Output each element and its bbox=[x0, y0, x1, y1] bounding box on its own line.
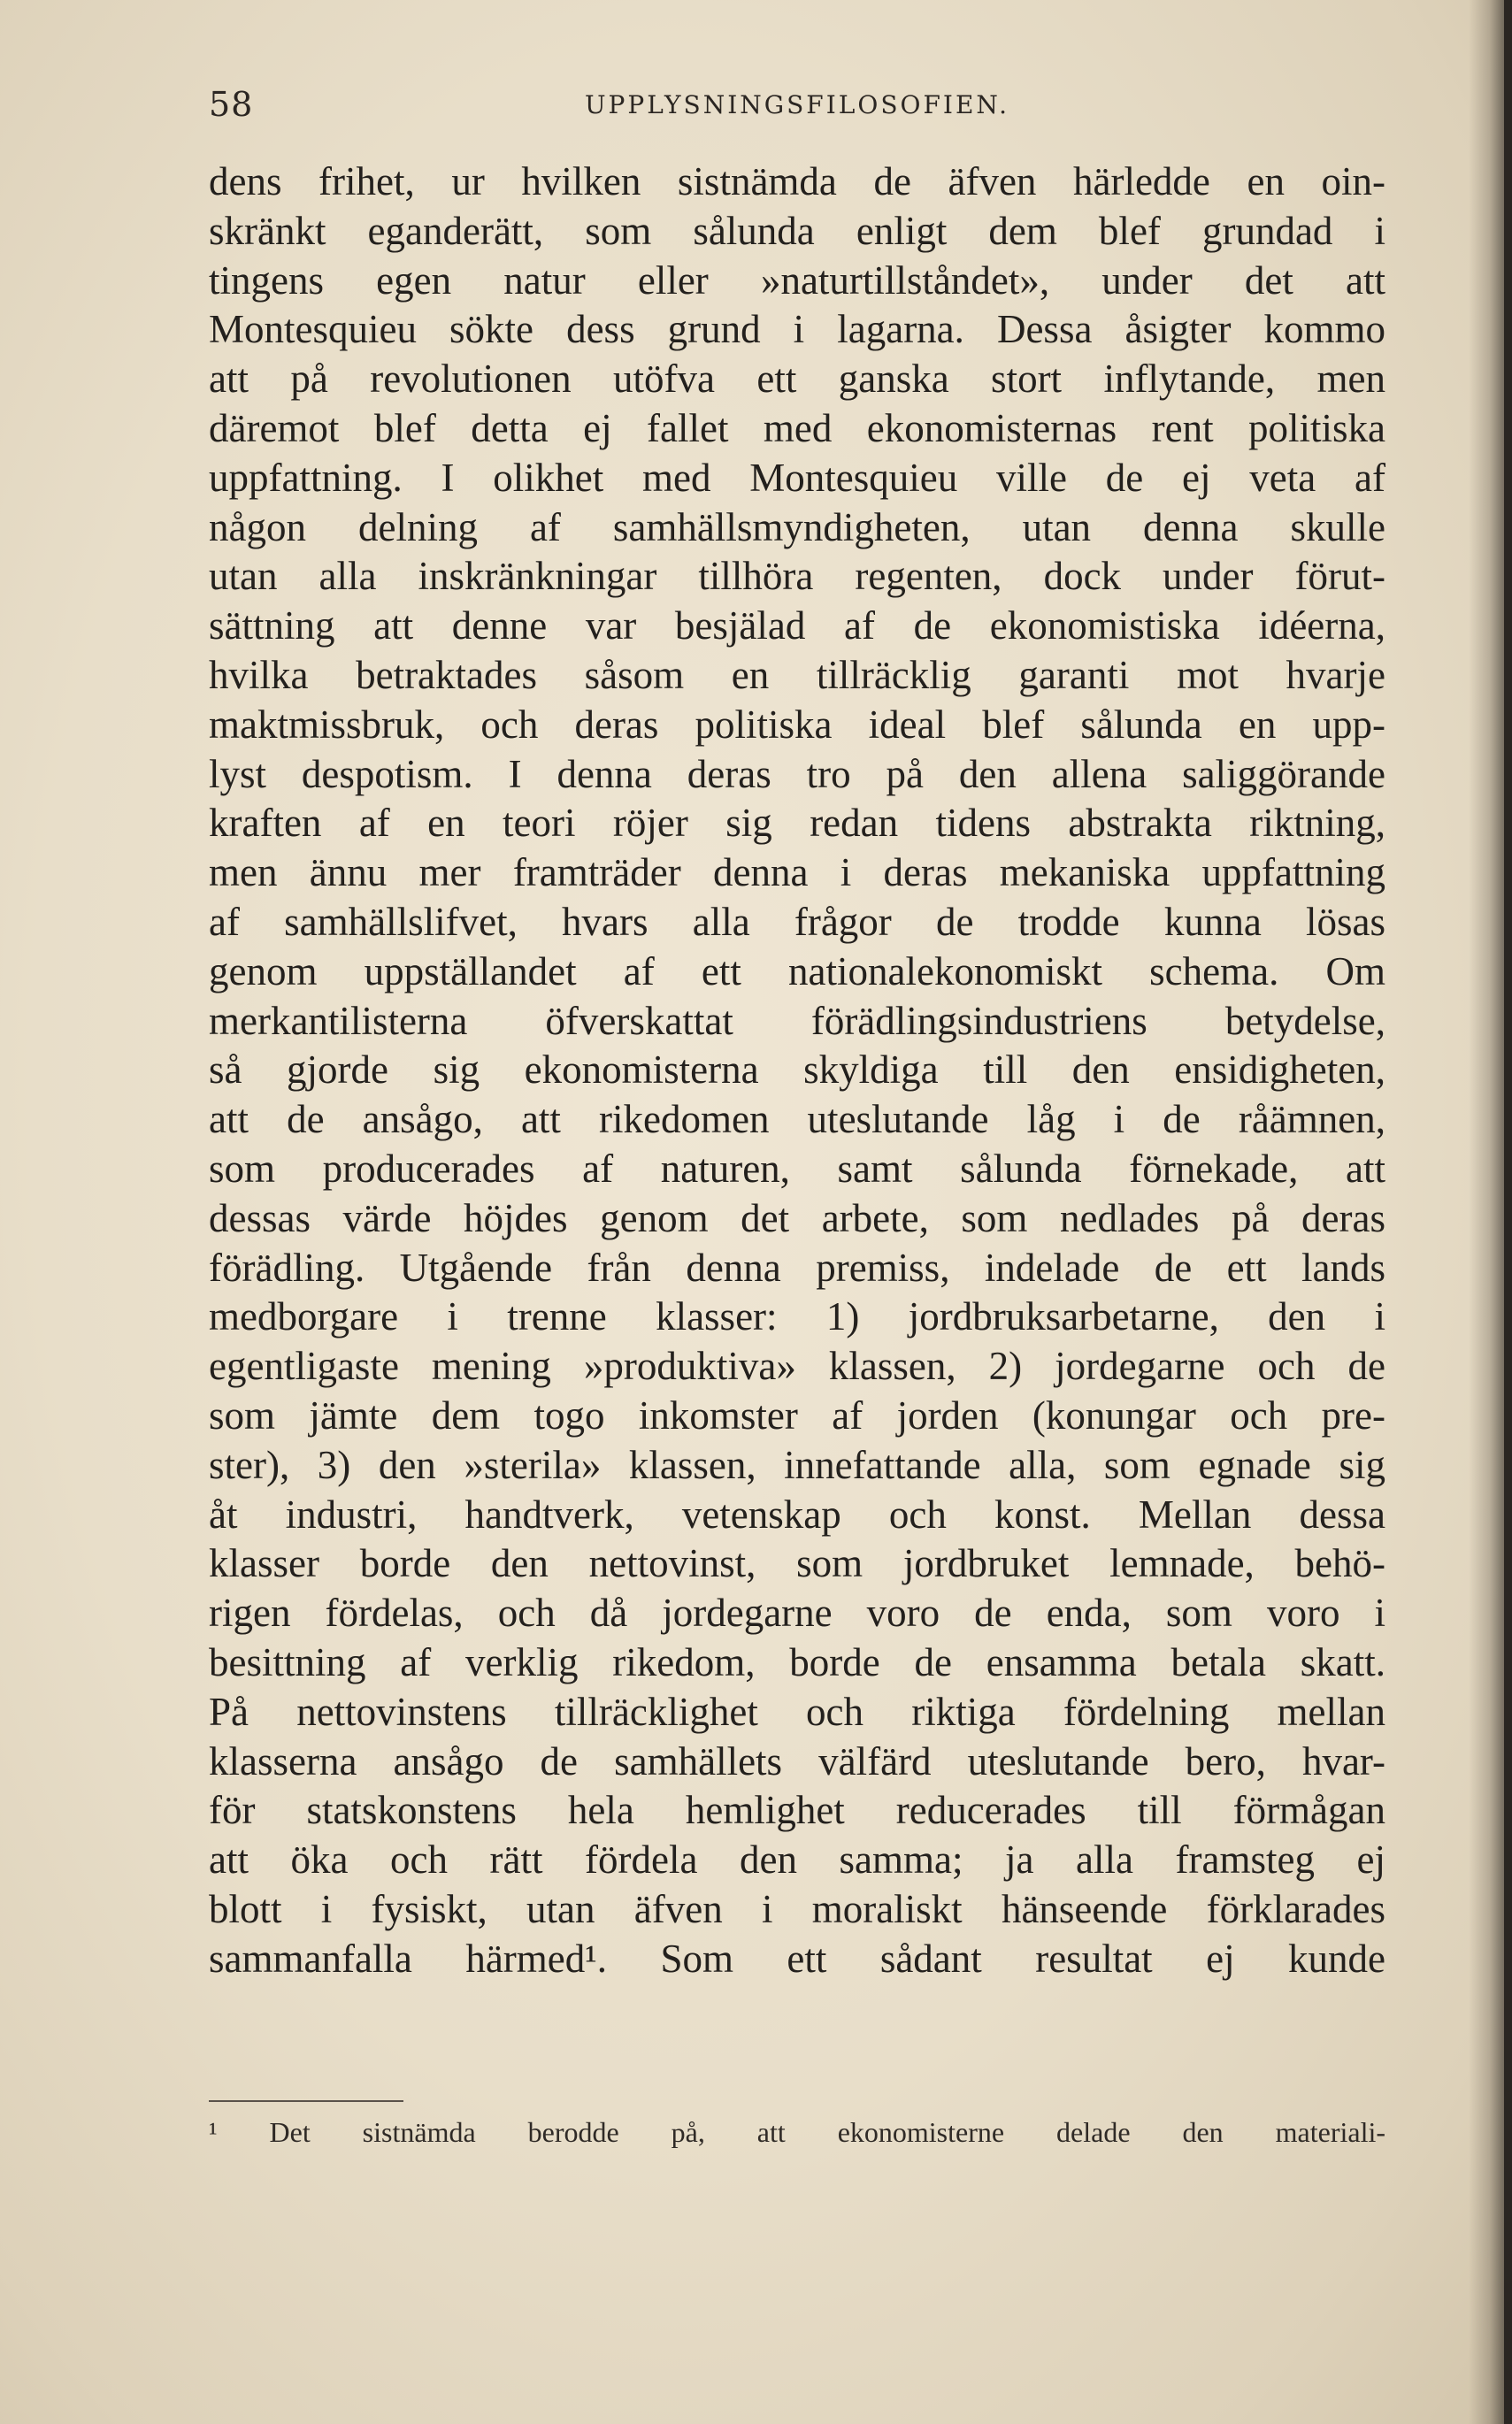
text-line: tingens egen natur eller »naturtillståndet», under det att bbox=[209, 257, 1385, 303]
text-line: egentligaste mening »produktiva» klassen, 2) jordegarne och de bbox=[209, 1344, 1385, 1389]
text-line: skränkt eganderätt, som sålunda enligt dem blef grundad i bbox=[209, 208, 1385, 253]
text-line: sammanfalla härmed¹. Som ett sådant resultat ej kunde bbox=[209, 1936, 1385, 1981]
text-line: som producerades af naturen, samt sålunda förnekade, att bbox=[209, 1146, 1385, 1191]
text-line: kraften af en teori röjer sig redan tidens abstrakta riktning, bbox=[209, 801, 1385, 846]
running-title: UPPLYSNINGSFILOSOFIEN. bbox=[584, 90, 1010, 119]
text-line: hvilka betraktades såsom en tillräcklig garanti mot hvarje bbox=[209, 652, 1385, 697]
text-line: att på revolutionen utöfva ett ganska stort inflytande, men bbox=[209, 357, 1385, 402]
text-line: men ännu mer framträder denna i deras mekaniska uppfattning bbox=[209, 850, 1385, 895]
text-line: att öka och rätt fördela den samma; ja alla framsteg ej bbox=[209, 1837, 1385, 1883]
footnote: ¹ Det sistnämda berodde på, att ekonomisterne delade den materiali- bbox=[209, 2116, 1385, 2148]
text-line: så gjorde sig ekonomisterna skyldiga till den ensidigheten, bbox=[209, 1047, 1385, 1093]
text-line: maktmissbruk, och deras politiska ideal blef sålunda en upp- bbox=[209, 702, 1385, 747]
text-line: uppfattning. I olikhet med Montesquieu ville de ej veta af bbox=[209, 455, 1385, 500]
text-line: förädling. Utgående från denna premiss, indelade de ett lands bbox=[209, 1245, 1385, 1290]
page-edge-shadow bbox=[1469, 0, 1504, 2424]
text-line: utan alla inskränkningar tillhöra regenten, dock under förut- bbox=[209, 554, 1385, 599]
text-line: däremot blef detta ej fallet med ekonomisternas rent politiska bbox=[209, 405, 1385, 450]
text-line: sättning att denne var besjälad af de ekonomistiska idéerna, bbox=[209, 603, 1385, 648]
text-line: rigen fördelas, och då jordegarne voro de enda, som voro i bbox=[209, 1591, 1385, 1636]
text-line: dessas värde höjdes genom det arbete, som nedlades på deras bbox=[209, 1195, 1385, 1240]
text-line: ster), 3) den »sterila» klassen, innefattande alla, som egnade sig bbox=[209, 1442, 1385, 1487]
text-line: klasser borde den nettovinst, som jordbruket lemnade, behö- bbox=[209, 1541, 1385, 1586]
text-line: På nettovinstens tillräcklighet och riktiga fördelning mellan bbox=[209, 1689, 1385, 1734]
text-line: som jämte dem togo inkomster af jorden (konungar och pre- bbox=[209, 1392, 1385, 1438]
text-line: medborgare i trenne klasser: 1) jordbruksarbetarne, den i bbox=[209, 1294, 1385, 1339]
text-line: åt industri, handtverk, vetenskap och konst. Mellan dessa bbox=[209, 1492, 1385, 1537]
page-number: 58 bbox=[209, 85, 254, 124]
text-line: af samhällslifvet, hvars alla frågor de trodde kunna lösas bbox=[209, 899, 1385, 944]
footnote-divider bbox=[209, 2100, 403, 2102]
text-line: någon delning af samhällsmyndigheten, utan denna skulle bbox=[209, 504, 1385, 549]
text-line: lyst despotism. I denna deras tro på den allena saliggörande bbox=[209, 751, 1385, 796]
text-line: genom uppställandet af ett nationalekonomiskt schema. Om bbox=[209, 948, 1385, 993]
text-line: merkantilisterna öfverskattat förädlingsindustriens betydelse, bbox=[209, 998, 1385, 1043]
body-text bbox=[209, 157, 1385, 1983]
text-line: för statskonstens hela hemlighet reducerades till förmågan bbox=[209, 1788, 1385, 1833]
text-line: dens frihet, ur hvilken sistnämda de äfven härledde en oin- bbox=[209, 159, 1385, 203]
page-header bbox=[209, 85, 1385, 138]
text-line: Montesquieu sökte dess grund i lagarna. Dessa åsigter kommo bbox=[209, 307, 1385, 352]
text-line: blott i fysiskt, utan äfven i moraliskt hänseende förklarades bbox=[209, 1886, 1385, 1931]
text-line: besittning af verklig rikedom, borde de ensamma betala skatt. bbox=[209, 1639, 1385, 1684]
text-line: att de ansågo, att rikedomen uteslutande låg i de råämnen, bbox=[209, 1097, 1385, 1142]
text-line: klasserna ansågo de samhällets välfärd uteslutande bero, hvar- bbox=[209, 1738, 1385, 1783]
